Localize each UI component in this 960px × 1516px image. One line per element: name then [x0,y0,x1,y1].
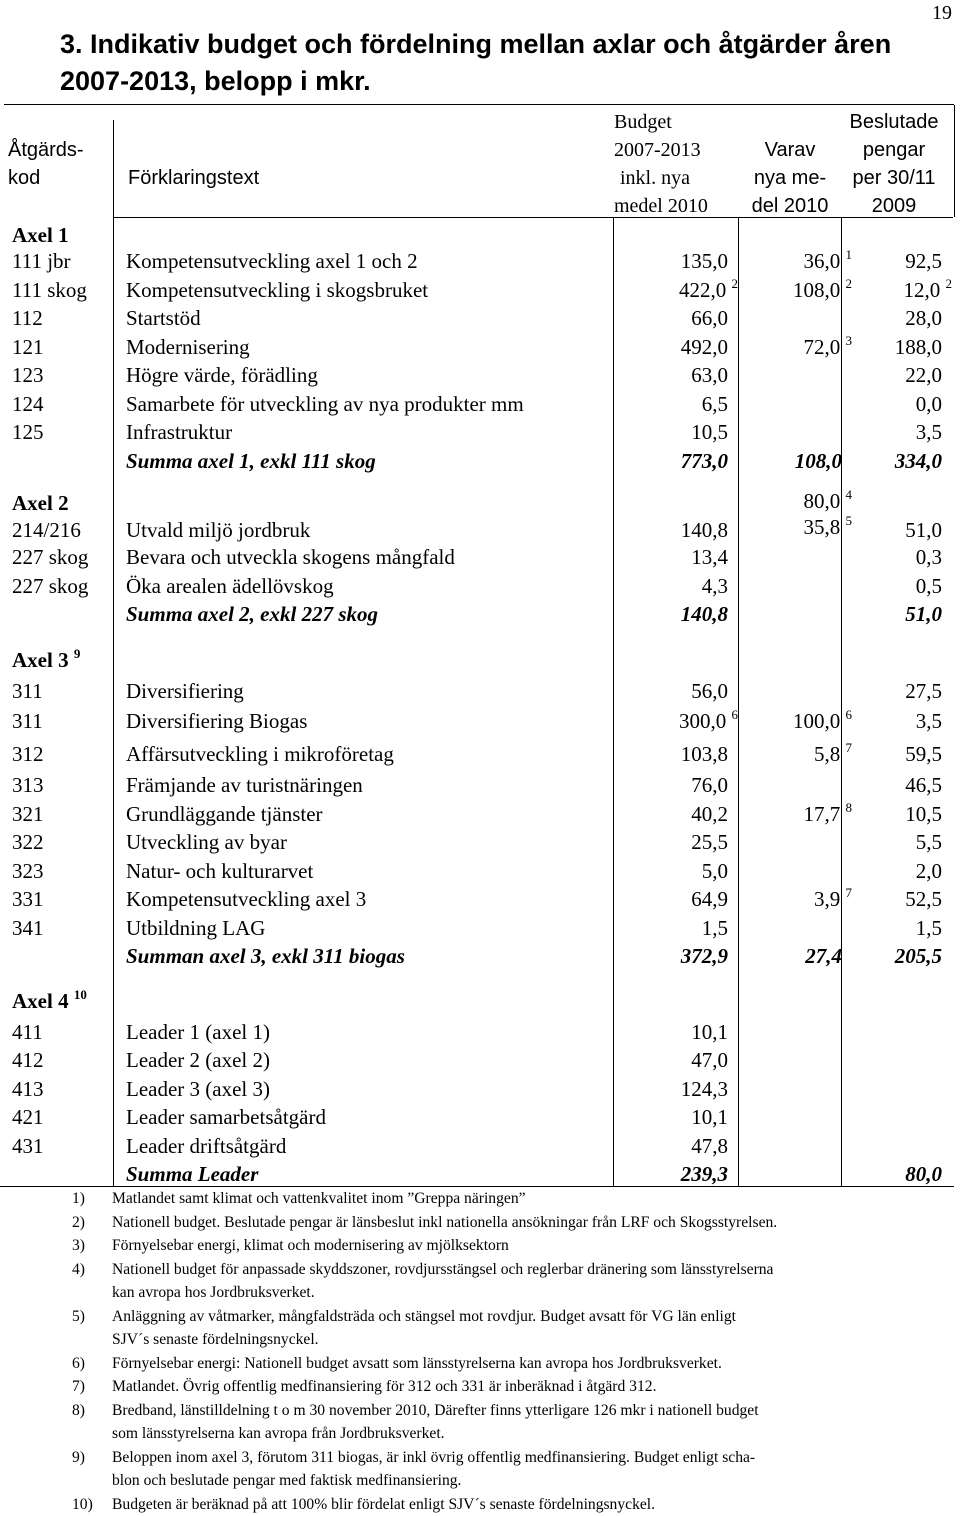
row-desc: Kompetensutveckling i skogsbruket [126,276,428,305]
row-code: 341 [12,914,44,943]
row-budget [702,914,728,943]
row-desc: Utbildning LAG [126,914,265,943]
row-beslutade [916,828,942,857]
row-desc: Leader 3 (axel 3) [126,1075,270,1104]
footnote-ref: 4 [846,487,853,502]
footnote-number: 4) [72,1258,85,1282]
row-budget-value: 25,5 [691,830,728,854]
sum-row [0,942,960,971]
footnote-number: 1) [72,1187,85,1211]
row-varav-value: 3,9 [814,887,840,911]
footnote-ref: 10 [74,987,87,1002]
header-besl-line2: pengar [842,136,946,164]
footnote-number: 5) [72,1305,85,1329]
section-label [12,639,80,679]
header-besl-line3: per 30/11 [842,164,946,192]
header-varav-line2: nya me- [738,164,842,192]
row-desc: Leader 1 (axel 1) [126,1018,270,1047]
row-code: 227 skog [12,572,88,601]
row-code: 431 [12,1132,44,1161]
row-budget-value: 300,0 [679,709,726,733]
row-budget [691,1018,728,1047]
row-beslutade-value: 22,0 [905,363,942,387]
footnote-ref: 7 [846,885,853,900]
row-beslutade-value: 52,5 [905,887,942,911]
header-besl-line4: 2009 [842,192,946,220]
row-budget-value: 1,5 [702,916,728,940]
row-beslutade [905,771,942,800]
section-axel-4 [0,981,960,1018]
row-code: 311 [12,677,43,706]
row-budget [681,247,728,276]
footnote-text: Nationell budget för anpassade skyddszoner, rovdjursstängsel och reglerbar dränering som länsstyrelserna [112,1258,957,1282]
header-varav-line1: Varav [738,136,842,164]
sum-varav: 27,4 [805,942,842,971]
row-beslutade-value: 188,0 [895,335,942,359]
footnote-text-continued: kan avropa hos Jordbruksverket. [112,1281,957,1305]
row-varav-value: 17,7 [804,802,841,826]
row-varav-a [804,487,853,516]
row-beslutade-value: 1,5 [916,916,942,940]
row-budget [681,1075,728,1104]
footnote-text-continued: blon och beslutade pengar med faktisk medfinansiering. [112,1469,957,1493]
header-desc: Förklaringstext [128,164,259,192]
footnote-item [72,1375,957,1399]
row-budget: 140,8 [681,516,728,545]
row-desc: Kompetensutveckling axel 3 [126,885,366,914]
row-varav-value: 72,0 [804,335,841,359]
row-code: 311 [12,705,43,738]
footnote-item [72,1446,957,1493]
row-beslutade [916,418,942,447]
row-beslutade [905,247,942,276]
row-code: 124 [12,390,44,419]
sum-desc: Summa axel 2, exkl 227 skog [126,600,378,629]
row-code: 413 [12,1075,44,1104]
row-budget-value: 135,0 [681,249,728,273]
row-budget-value: 47,8 [691,1134,728,1158]
table-row [0,828,960,857]
row-beslutade [895,333,942,362]
row-budget-value: 63,0 [691,363,728,387]
row-desc: Leader samarbetsåtgärd [126,1103,326,1132]
footnote-item [72,1352,957,1376]
row-beslutade-value: 0,3 [916,545,942,569]
row-budget [702,572,728,601]
header-code-line1: Åtgärds- [8,136,108,164]
row-varav [804,247,853,276]
header-budget-line3: inkl. nya [606,164,726,192]
header-varav [738,136,842,220]
axel-2-first-row [0,485,960,543]
row-code: 112 [12,304,43,333]
row-desc: Utvald miljö jordbruk [126,516,310,545]
row-budget [691,828,728,857]
table-row [0,361,960,390]
table-row [0,543,960,572]
row-budget-value: 47,0 [691,1048,728,1072]
header-budget [606,108,726,220]
row-budget-value: 4,3 [702,574,728,598]
row-beslutade-value: 59,5 [905,742,942,766]
footnote-number: 7) [72,1375,85,1399]
footnote-ref: 2 [732,276,739,291]
footnote-text: Anläggning av våtmarker, mångfaldsträda och stängsel mot rovdjur. Budget avsatt för VG län enligt [112,1305,957,1329]
row-varav-value: 100,0 [793,709,840,733]
footnote-ref: 5 [846,513,853,528]
row-desc: Leader 2 (axel 2) [126,1046,270,1075]
table-row [0,1046,960,1075]
table-row [0,333,960,362]
row-budget [679,276,738,305]
row-beslutade [916,914,942,943]
varav-a-value: 80,0 [804,489,841,513]
table-row [0,677,960,706]
sum-varav: 108,0 [795,447,842,476]
row-beslutade-value: 92,5 [905,249,942,273]
footnote-ref: 6 [732,707,739,722]
footnote-text: Matlandet samt klimat och vattenkvalitet inom ”Greppa näringen” [112,1187,957,1211]
row-code: 323 [12,857,44,886]
table-row [0,857,960,886]
footnote-text: Förnyelsebar energi: Nationell budget avsatt som länsstyrelserna kan avropa hos Jordbruksverket. [112,1352,957,1376]
row-budget-value: 66,0 [691,306,728,330]
table-row [0,418,960,447]
row-beslutade-value: 46,5 [905,773,942,797]
footnote-item [72,1211,957,1235]
row-varav [814,885,852,914]
footnote-text-continued: som länsstyrelserna kan avropa från Jordbruksverket. [112,1422,957,1446]
row-code: 411 [12,1018,43,1047]
footnote-ref: 2 [946,276,953,291]
row-varav [793,276,852,305]
row-desc: Startstöd [126,304,201,333]
table-row [0,885,960,914]
footnote-item [72,1399,957,1446]
footnote-text: Budgeten är beräknad på att 100% blir fördelat enligt SJV´s senaste fördelningsnyckel. [112,1493,957,1516]
row-desc: Bevara och utveckla skogens mångfald [126,543,455,572]
row-budget-value: 124,3 [681,1077,728,1101]
row-budget-value: 103,8 [681,742,728,766]
row-code: 227 skog [12,543,88,572]
sum-budget: 372,9 [681,942,728,971]
section-label [12,981,87,1020]
row-code: 123 [12,361,44,390]
row-budget-value: 64,9 [691,887,728,911]
row-budget-value: 6,5 [702,392,728,416]
header-budget-line4: medel 2010 [606,192,726,220]
row-budget-value: 492,0 [681,335,728,359]
footnote-item [72,1187,957,1211]
table-header [0,105,960,217]
row-desc: Leader driftsåtgärd [126,1132,286,1161]
table-row [0,1018,960,1047]
row-desc: Samarbete för utveckling av nya produkter mm [126,390,524,419]
table-row [0,572,960,601]
sum-budget: 140,8 [681,600,728,629]
section-label-text: Axel 3 [12,648,69,672]
sum-budget: 773,0 [681,447,728,476]
row-budget [702,857,728,886]
row-beslutade-value: 3,5 [916,420,942,444]
footnote-ref: 7 [846,740,853,755]
footnote-ref: 2 [846,276,853,291]
row-desc: Diversifiering [126,677,244,706]
section-axel-3 [0,639,960,677]
footnote-ref: 3 [846,333,853,348]
row-budget [691,1132,728,1161]
table-row [0,914,960,943]
row-code: 321 [12,800,44,829]
sum-row [0,1160,960,1189]
table-row [0,1075,960,1104]
footnote-item [72,1234,957,1258]
row-budget [691,361,728,390]
row-code: 121 [12,333,44,362]
page-title: 3. Indikativ budget och fördelning mellan axlar och åtgärder åren 2007-2013, belopp i mkr. [60,26,940,100]
header-budget-line2: 2007-2013 [606,136,726,164]
row-beslutade [905,361,942,390]
row-desc: Främjande av turistnäringen [126,771,363,800]
row-code: 421 [12,1103,44,1132]
table-row [0,771,960,800]
row-desc: Utveckling av byar [126,828,287,857]
row-budget-value: 13,4 [691,545,728,569]
budget-table [0,105,960,1189]
row-budget [691,543,728,572]
row-budget-value: 5,0 [702,859,728,883]
page-number: 19 [932,2,952,25]
footnote-text-continued: SJV´s senaste fördelningsnyckel. [112,1328,957,1352]
sum-row [0,600,960,629]
table-row [0,276,960,305]
table-row [0,390,960,419]
row-varav [814,738,852,771]
section-label: Axel 2 [12,489,69,518]
row-varav [804,333,853,362]
sum-desc: Summa axel 1, exkl 111 skog [126,447,376,476]
row-desc: Grundläggande tjänster [126,800,323,829]
row-desc: Diversifiering Biogas [126,705,307,738]
footnote-number: 6) [72,1352,85,1376]
header-code-line2: kod [8,164,108,192]
footnote-number: 2) [72,1211,85,1235]
row-code: 214/216 [12,516,81,545]
row-varav-value: 36,0 [804,249,841,273]
table-row [0,304,960,333]
row-budget-value: 422,0 [679,278,726,302]
row-budget [679,705,738,738]
row-beslutade [916,857,942,886]
header-besl-line1: Beslutade [842,108,946,136]
row-beslutade [916,543,942,572]
row-beslutade [905,677,942,706]
table-row [0,800,960,829]
header-budget-line1: Budget [606,108,726,136]
table-row [0,705,960,738]
row-budget-value: 10,1 [691,1105,728,1129]
sum-row [0,447,960,476]
row-code: 125 [12,418,44,447]
sum-beslutade: 80,0 [905,1160,942,1189]
row-code: 313 [12,771,44,800]
footnote-item [72,1493,957,1516]
row-varav [793,705,852,738]
row-budget [681,738,728,771]
table-row [0,738,960,771]
row-varav [804,800,853,829]
row-budget [691,677,728,706]
row-desc: Högre värde, förädling [126,361,318,390]
row-budget-value: 56,0 [691,679,728,703]
row-beslutade [904,276,953,305]
row-code: 312 [12,738,44,771]
row-beslutade-value: 0,5 [916,574,942,598]
sum-desc: Summan axel 3, exkl 311 biogas [126,942,405,971]
footnote-item [72,1305,957,1352]
row-beslutade-value: 5,5 [916,830,942,854]
row-budget [691,771,728,800]
row-beslutade [905,800,942,829]
sum-beslutade: 334,0 [895,447,942,476]
row-beslutade-value: 27,5 [905,679,942,703]
row-beslutade [905,738,942,771]
footnote-text: Bredband, länstilldelning t o m 30 november 2010, Därefter finns ytterligare 126 mkr i nationell budget [112,1399,957,1423]
row-desc: Modernisering [126,333,250,362]
footnote-text: Nationell budget. Beslutade pengar är länsbeslut inkl nationella ansökningar från LRF och Skogsstyrelsen. [112,1211,957,1235]
footnote-text: Förnyelsebar energi, klimat och modernisering av mjölksektorn [112,1234,957,1258]
section-label-text: Axel 4 [12,989,69,1013]
row-beslutade-value: 10,5 [905,802,942,826]
row-code: 412 [12,1046,44,1075]
row-beslutade-value: 28,0 [905,306,942,330]
sum-beslutade: 205,5 [895,942,942,971]
row-budget-value: 76,0 [691,773,728,797]
row-beslutade-value: 12,0 [904,278,941,302]
row-beslutade [905,304,942,333]
row-beslutade [905,885,942,914]
row-budget [691,304,728,333]
row-varav-b [804,513,853,542]
row-desc: Kompetensutveckling axel 1 och 2 [126,247,418,276]
footnotes [72,1187,957,1516]
varav-b-value: 35,8 [804,515,841,539]
header-code [8,136,108,192]
row-budget-value: 10,1 [691,1020,728,1044]
row-varav-value: 5,8 [814,742,840,766]
row-desc: Natur- och kulturarvet [126,857,313,886]
row-desc: Affärsutveckling i mikroföretag [126,738,394,771]
footnote-text: Matlandet. Övrig offentlig medfinansiering för 312 och 331 är inberäknad i åtgärd 312. [112,1375,957,1399]
row-budget-value: 10,5 [691,420,728,444]
footnote-item [72,1258,957,1305]
row-budget [691,1046,728,1075]
row-budget-value: 40,2 [691,802,728,826]
header-beslutade [842,108,946,220]
row-beslutade-value: 3,5 [916,709,942,733]
row-code: 322 [12,828,44,857]
row-code: 331 [12,885,44,914]
sum-beslutade: 51,0 [905,600,942,629]
footnote-number: 3) [72,1234,85,1258]
sum-desc: Summa Leader [126,1160,258,1189]
footnote-ref: 6 [846,707,853,722]
footnote-number: 10) [72,1493,93,1516]
row-beslutade [916,705,942,738]
footnote-ref: 8 [846,800,853,815]
footnote-text: Beloppen inom axel 3, förutom 311 biogas, är inkl övrig offentlig medfinansiering. Budget enligt scha- [112,1446,957,1470]
footnote-ref: 9 [74,646,81,661]
table-row [0,1132,960,1161]
row-budget [691,885,728,914]
footnote-ref: 1 [846,247,853,262]
row-budget [691,800,728,829]
row-beslutade [916,390,942,419]
row-desc: Öka arealen ädellövskog [126,572,334,601]
row-budget [691,418,728,447]
row-varav-value: 108,0 [793,278,840,302]
row-budget [681,333,728,362]
sum-budget: 239,3 [681,1160,728,1189]
header-varav-line3: del 2010 [738,192,842,220]
row-code: 111 skog [12,276,87,305]
row-beslutade-value: 0,0 [916,392,942,416]
header-right-border [954,105,955,217]
row-beslutade-value: 2,0 [916,859,942,883]
section-label: Axel 1 [12,217,69,251]
footnote-number: 9) [72,1446,85,1470]
footnote-number: 8) [72,1399,85,1423]
row-desc: Infrastruktur [126,418,232,447]
row-beslutade: 51,0 [905,516,942,545]
section-axel-1 [0,217,960,247]
table-row [0,1103,960,1132]
row-code: 111 jbr [12,247,71,276]
row-budget [691,1103,728,1132]
row-budget [702,390,728,419]
table-row [0,247,960,276]
row-beslutade [916,572,942,601]
